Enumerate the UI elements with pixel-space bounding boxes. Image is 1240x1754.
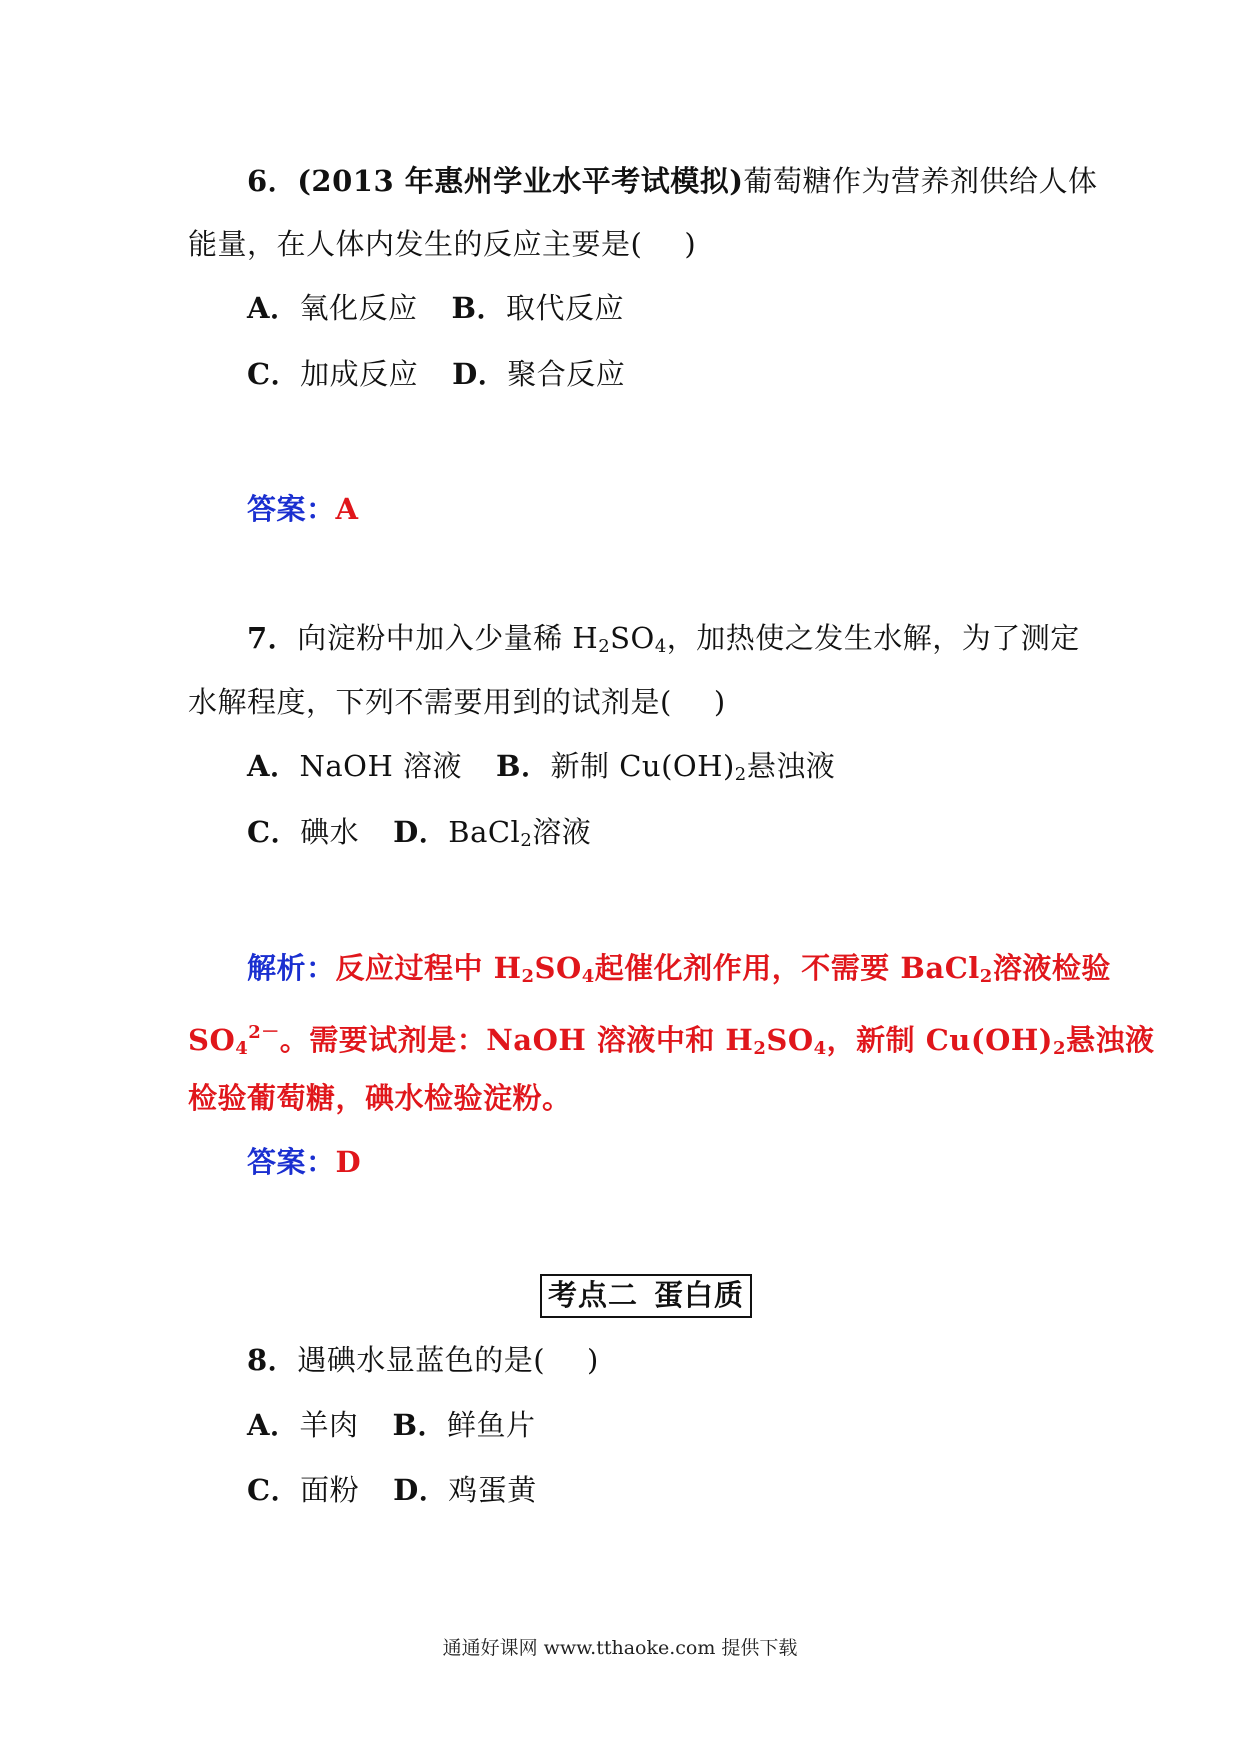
q6-stem-line2-text: 能量，在人体内发生的反应主要是(: [188, 227, 643, 261]
q8-options-row1: [247, 1407, 536, 1443]
q6-options-row1: [247, 290, 624, 326]
q7-analysis-label: 解析：: [247, 951, 336, 985]
q7-analysis-l1-s2: 4: [581, 966, 595, 987]
q6-option-a-text: 氧化反应: [299, 291, 418, 325]
q6-options-row2: [247, 356, 625, 392]
q8-option-d-text: 鸡蛋黄: [448, 1473, 537, 1507]
q7-options-row1: [247, 748, 835, 793]
q7-analysis-line3: [188, 1080, 572, 1116]
q7-analysis-l2-s2: 2: [753, 1038, 767, 1059]
section-title-b: 蛋白质: [654, 1278, 745, 1312]
q7-analysis-l1-c: 起催化剂作用，不需要 BaCl: [594, 951, 980, 985]
q7-analysis-line1: [247, 950, 1111, 995]
q8-option-a-text: 羊肉: [299, 1408, 359, 1442]
q7-option-d-text-a: BaCl: [448, 815, 521, 849]
q7-analysis-l1-s3: 2: [979, 966, 993, 987]
q7-analysis-l1-b: SO: [534, 951, 582, 985]
q8-option-b-text: 鲜鱼片: [447, 1408, 536, 1442]
q7-analysis-l1-d: 溶液检验: [992, 951, 1111, 985]
q6-option-c-label: C．: [247, 357, 301, 391]
q7-analysis-line2: [188, 1015, 1155, 1067]
q7-stem-line1: [247, 620, 1080, 665]
q6-option-b-label: B．: [451, 291, 507, 325]
q7-option-b-text-a: 新制 Cu(OH): [550, 749, 735, 783]
q6-option-a-label: A．: [247, 291, 300, 325]
q7-answer-label: 答案：: [247, 1145, 336, 1179]
q7-analysis-l2-s1: 4: [235, 1038, 249, 1059]
q7-analysis-l2-s3: 4: [813, 1038, 827, 1059]
q7-analysis-l2-c: SO: [766, 1023, 814, 1057]
q7-option-c-text: 碘水: [300, 815, 360, 849]
q7-analysis-l1-a: 反应过程中 H: [335, 951, 522, 985]
q7-analysis-l3: 检验葡萄糖，碘水检验淀粉。: [188, 1081, 572, 1115]
q8-stem-text: 遇碘水显蓝色的是(: [297, 1343, 546, 1377]
q7-analysis-l2-s4: 2: [1053, 1038, 1067, 1059]
page-footer: 通通好课网 www.tthaoke.com 提供下载: [442, 1637, 798, 1659]
q8-option-a-label: A．: [247, 1408, 300, 1442]
q7-option-b-sub: 2: [734, 764, 747, 785]
q7-number: 7．: [247, 621, 298, 655]
q7-stem-a: 向淀粉中加入少量稀 H: [297, 621, 599, 655]
q7-stem-close: ): [713, 685, 726, 719]
q7-answer: [247, 1144, 361, 1180]
q8-stem-close: ): [587, 1343, 599, 1377]
q8-option-b-label: B．: [392, 1408, 448, 1442]
q7-option-d-sub: 2: [520, 830, 533, 851]
q7-option-b-label: B．: [495, 749, 551, 783]
q8-options-row2: [247, 1472, 537, 1508]
q6-option-b-text: 取代反应: [506, 291, 625, 325]
q6-answer: [247, 491, 359, 527]
q7-option-a-label: A．: [247, 749, 300, 783]
q7-answer-value: D: [335, 1145, 362, 1179]
q7-stem-b: SO: [610, 621, 655, 655]
section-title-a: 考点二: [548, 1278, 639, 1312]
q7-analysis-l2-e: 悬浊液: [1066, 1023, 1155, 1057]
q6-stem-close: ): [684, 227, 697, 261]
q6-answer-label: 答案：: [247, 492, 336, 526]
q7-option-d-text-b: 溶液: [532, 815, 592, 849]
q8-number: 8．: [247, 1343, 298, 1377]
q6-option-d-text: 聚合反应: [507, 357, 626, 391]
q7-option-b-text-b: 悬浊液: [746, 749, 836, 783]
q6-option-d-label: D．: [452, 357, 508, 391]
q7-analysis-l2-d: ，新制 Cu(OH): [826, 1023, 1053, 1057]
q7-stem-sub2: 4: [654, 636, 667, 657]
q7-option-d-label: D．: [393, 815, 449, 849]
q7-analysis-l2-sup: 2－: [248, 1022, 280, 1043]
q7-stem-sub1: 2: [598, 636, 611, 657]
q6-answer-value: A: [335, 492, 359, 526]
q7-option-a-text: NaOH 溶液: [299, 749, 462, 783]
q8-stem: [247, 1342, 599, 1378]
q6-source: (2013 年惠州学业水平考试模拟): [297, 164, 744, 198]
q7-stem-c: ，加热使之发生水解，为了测定: [666, 621, 1080, 655]
q8-option-c-text: 面粉: [300, 1473, 360, 1507]
q7-stem-line2-text: 水解程度，下列不需要用到的试剂是(: [188, 685, 672, 719]
section-header: [540, 1274, 752, 1318]
q6-stem-text: 葡萄糖作为营养剂供给人体: [743, 164, 1098, 198]
q7-analysis-l2-b: 。需要试剂是：NaOH 溶液中和 H: [279, 1023, 754, 1057]
q6-number: 6．: [247, 164, 298, 198]
q6-stem-line2: [188, 226, 696, 262]
q8-option-d-label: D．: [393, 1473, 449, 1507]
q7-options-row2: [247, 814, 591, 859]
q8-option-c-label: C．: [247, 1473, 301, 1507]
q7-analysis-l2-a: SO: [188, 1023, 236, 1057]
q7-stem-line2: [188, 684, 726, 720]
q7-option-c-label: C．: [247, 815, 301, 849]
q6-stem-line1: [247, 163, 1097, 199]
q7-analysis-l1-s1: 2: [521, 966, 535, 987]
q6-option-c-text: 加成反应: [300, 357, 419, 391]
